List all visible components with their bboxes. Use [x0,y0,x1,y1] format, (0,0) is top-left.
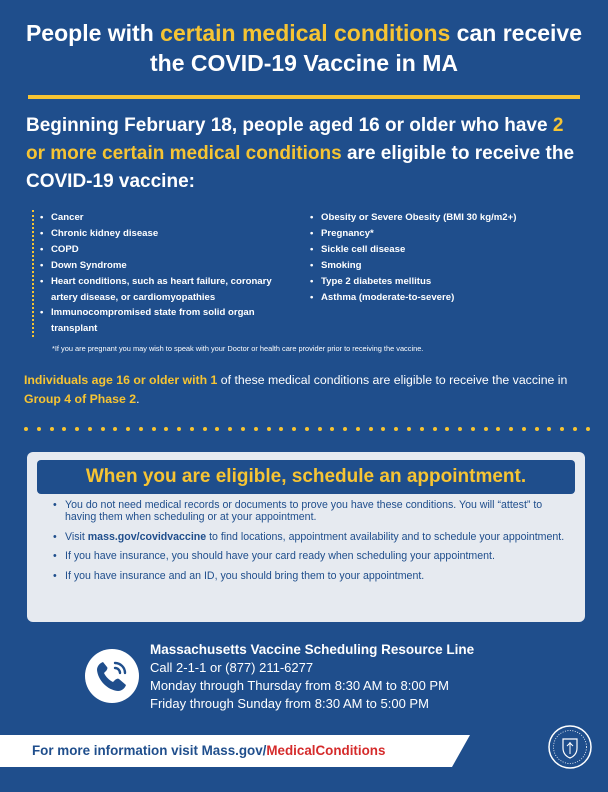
divider-dot [547,427,551,431]
divider-dot [164,427,168,431]
footer-link-domain[interactable]: Mass.gov/ [201,743,267,758]
divider-dot [471,427,475,431]
condition-item: • Down Syndrome [38,258,296,274]
conditions-list-right [308,210,576,305]
contact-heading: Massachusetts Vaccine Scheduling Resource Line [150,642,475,657]
divider-dot [356,427,360,431]
phone-icon [85,649,139,703]
divider-dot [484,427,488,431]
divider-dot [37,427,41,431]
divider-dot [126,427,130,431]
divider-dot [381,427,385,431]
divider-dot [535,427,539,431]
divider-dot [407,427,411,431]
schedule-bullet: • If you have insurance, you should have your card ready when scheduling your appointment. [51,550,571,562]
divider-dot [177,427,181,431]
divider-dot [318,427,322,431]
massachusetts-seal-icon [548,725,592,769]
condition-item: • Smoking [308,258,576,274]
divider-dot [369,427,373,431]
contact-hours-weekday: Monday through Thursday from 8:30 AM to 8:00 PM [150,678,449,693]
divider-dot [394,427,398,431]
intro-paragraph: Beginning February 18, people aged 16 or older who have 2 or more certain medical conditions are eligible to receive the COVID-19 vaccine: [26,115,575,192]
divider-dot [433,427,437,431]
contact-info [150,641,580,713]
divider-dot [560,427,564,431]
condition-item: • Cancer [38,210,296,226]
divider-dot [215,427,219,431]
divider-dot [458,427,462,431]
divider-dot [573,427,577,431]
page-title: People with certain medical conditions can receive the COVID-19 Vaccine in MA [25,20,583,76]
divider-dot [292,427,296,431]
condition-item: • Chronic kidney disease [38,226,296,242]
divider-dot [509,427,513,431]
divider-dot [343,427,347,431]
divider-dot [190,427,194,431]
divider-dot [24,427,28,431]
covidvaccine-link[interactable]: mass.gov/covidvaccine [87,530,207,543]
dotted-divider [24,427,590,431]
schedule-heading: When you are eligible, schedule an appointment. [37,460,575,494]
divider-dot [496,427,500,431]
condition-item: • Immunocompromised state from solid organ transplant [38,305,296,337]
divider-dot [228,427,232,431]
intro-highlight: 2 or more certain medical conditions [26,115,564,164]
footer-text: For more information visit Mass.gov/MedicalConditions [32,743,386,758]
divider-dot [445,427,449,431]
divider-dot [50,427,54,431]
title-highlight: certain medical conditions [160,20,451,46]
divider-dot [75,427,79,431]
divider-dot [330,427,334,431]
condition-item: • Type 2 diabetes mellitus [308,274,576,290]
divider-dot [88,427,92,431]
divider-dot [279,427,283,431]
divider-dot [254,427,258,431]
divider-dot [152,427,156,431]
contact-phone: Call 2-1-1 or (877) 211-6277 [150,660,314,675]
group4-paragraph: Individuals age 16 or older with 1 of these medical conditions are eligible to receive the vaccine in Group 4 of Phase 2. [24,373,568,406]
divider-dot [267,427,271,431]
conditions-list-left [32,210,296,337]
divider-dot [305,427,309,431]
condition-item: • Asthma (moderate-to-severe) [308,290,576,306]
divider-dot [113,427,117,431]
schedule-bullet: • You do not need medical records or documents to prove you have these conditions. You will “attest” to having them when scheduling or at your appointment. [51,499,571,524]
contact-hours-weekend: Friday through Sunday from 8:30 AM to 5:00 PM [150,696,429,711]
schedule-bullet: • If you have insurance and an ID, you should bring them to your appointment. [51,570,571,582]
footer-banner [0,735,470,767]
divider-dot [586,427,590,431]
condition-item: • Pregnancy* [308,226,576,242]
divider-dot [139,427,143,431]
schedule-panel [27,452,585,622]
condition-item: • Obesity or Severe Obesity (BMI 30 kg/m2+) [308,210,576,226]
condition-item: • Sickle cell disease [308,242,576,258]
pregnancy-footnote: *If you are pregnant you may wish to speak with your Doctor or health care provider prior to receiving the vaccine. [52,344,424,353]
divider-dot [241,427,245,431]
title-divider [28,95,580,99]
divider-dot [62,427,66,431]
divider-dot [203,427,207,431]
condition-item: • COPD [38,242,296,258]
schedule-bullet: • Visit mass.gov/covidvaccine to find locations, appointment availability and to schedule your appointment. [51,531,571,543]
footer-link-page[interactable]: MedicalConditions [266,743,386,758]
divider-dot [522,427,526,431]
divider-dot [420,427,424,431]
divider-dot [101,427,105,431]
condition-item: • Heart conditions, such as heart failure, coronary artery disease, or cardiomyopathies [38,274,296,306]
